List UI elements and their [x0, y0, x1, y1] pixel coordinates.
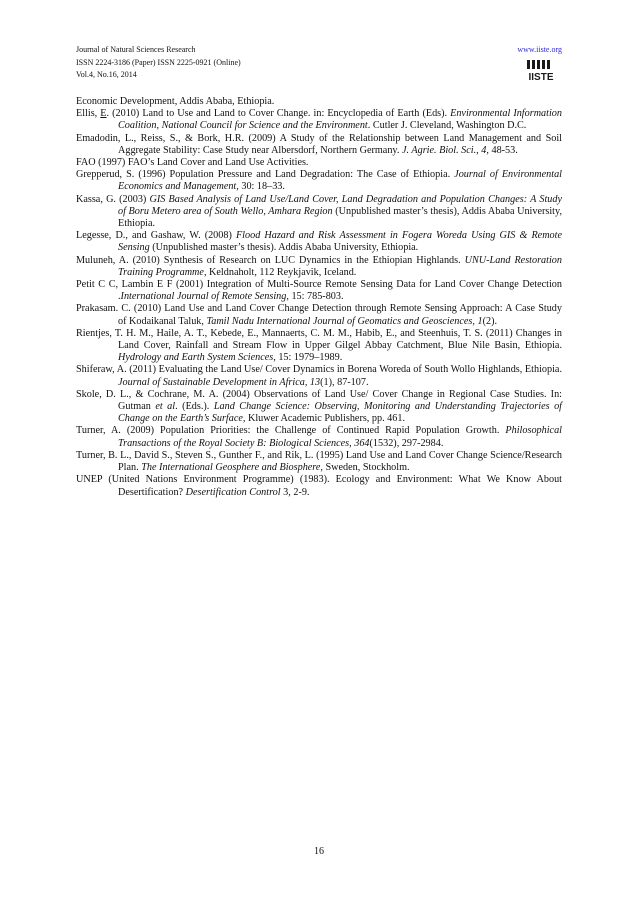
reference-text: (1), 87-107. [320, 376, 369, 388]
reference-text: , Sweden, Stockholm. [320, 462, 410, 474]
reference-text: Grepperud, S. (1996) Population Pressure and Land Degradation: The Case of Ethiopia. [76, 169, 455, 181]
reference-text: Kassa, G. (2003) [76, 193, 150, 205]
reference-text: (Unpublished master’s thesis). Addis Ababa University, Ethiopia. [149, 242, 419, 254]
page-number: 16 [314, 846, 324, 857]
reference-text: , 15: 785-803. [286, 291, 344, 303]
reference-italic-text: International Journal of Remote Sensing [120, 291, 287, 303]
reference-text: . (2010) Land to Use and Land to Cover Change. in: Encyclopedia of Earth (Eds). [106, 108, 451, 120]
reference-text: Legesse, D., and Gashaw, W. (2008) [76, 230, 236, 242]
reference-entry [76, 425, 562, 449]
reference-list [76, 96, 562, 499]
reference-entry [76, 450, 562, 474]
reference-italic-text: Flood Hazard and Risk Assessment in Fogera Woreda Using GIS & Remote Sensing [118, 230, 562, 254]
reference-entry [76, 230, 562, 254]
reference-text: Shiferaw, A. (2011) Evaluating the Land Use/ Cover Dynamics in Borena Woreda of South Wollo Highlands, Ethiopia. [76, 364, 562, 376]
reference-italic-text: Philosophical Transactions of the Royal Society B: Biological Sciences, 364 [118, 425, 562, 449]
reference-entry [76, 279, 562, 303]
logo-text: IISTE [528, 72, 554, 83]
reference-text: , 30: 18–33. [236, 181, 285, 193]
reference-text: Emadodin, L., Reiss, S., & Bork, H.R. (2009) A Study of the Relationship between Land Management and Soil Aggregate Stability: Case Study near Albersdorf, Northern Germany. [76, 132, 562, 156]
reference-italic-text: Tamil Nadu International Journal of Geomatics and Geosciences, 1 [206, 315, 483, 327]
reference-entry [76, 389, 562, 426]
reference-entry [76, 303, 562, 327]
journal-name: Journal of Natural Sciences Research [76, 45, 196, 54]
reference-text: E [100, 108, 107, 120]
reference-text: (1532), 297-2984. [369, 437, 444, 449]
reference-entry [76, 328, 562, 365]
reference-text: , Kluwer Academic Publishers, pp. 461. [242, 413, 406, 425]
reference-text: Skole, D. L., & Cochrane, M. A. (2004) Observations of Land Use/ Cover Change in Regional Case Studies. In: Gutman [76, 388, 562, 413]
reference-text: Prakasam. C. (2010) Land Use and Land Cover Change Detection through Remote Sensing Approach: A Case Study of Kodaikanal Taluk, [76, 303, 562, 327]
reference-italic-text: UNU-Land Restoration Training Programme [118, 254, 562, 278]
website-link[interactable]: www.iiste.org [517, 45, 562, 54]
reference-text: , Keldnaholt, 112 Reykjavik, Iceland. [203, 266, 357, 278]
reference-text: Turner, A. (2009) Population Priorities: the Challenge of Continued Rapid Population Growth. [76, 425, 506, 437]
journal-issn: ISSN 2224-3186 (Paper) ISSN 2225-0921 (Online) [76, 57, 241, 67]
reference-text: Ellis, [76, 108, 101, 120]
reference-italic-text: Environmental Information Coalition, National Council for Science and the Environment [118, 108, 562, 132]
journal-volume: Vol.4, No.16, 2014 [76, 70, 137, 79]
reference-entry [76, 157, 562, 169]
reference-italic-text: The International Geosphere and Biosphere [141, 462, 321, 474]
reference-entry [76, 96, 562, 108]
reference-text: , 48-53. [486, 144, 518, 156]
reference-text: (2). [482, 315, 498, 327]
reference-italic-text: Journal of Environmental Economics and Management [118, 169, 562, 193]
reference-italic-text: Journal of Sustainable Development in Africa, 13 [118, 376, 321, 388]
reference-text: UNEP (United Nations Environment Programme) (1983). Ecology and Environment: What We Know About Desertification? [76, 474, 562, 498]
iiste-logo [524, 59, 558, 83]
reference-italic-text: J. Agrie. Biol. Sci., 4 [401, 144, 487, 156]
reference-entry [76, 194, 562, 231]
reference-text: Economic Development, Addis Ababa, Ethiopia. [76, 96, 275, 107]
reference-text: . Cutler J. Cleveland, Washington D.C. [367, 120, 527, 132]
reference-entry [76, 255, 562, 279]
reference-italic-text: Land Change Science: Observing, Monitoring and Understanding Trajectories of Change on the Earth’s Surface [118, 401, 562, 425]
reference-text: . (Eds.). [175, 401, 214, 413]
reference-entry [76, 169, 562, 193]
reference-text: FAO (1997) FAO’s Land Cover and Land Use Activities. [76, 157, 309, 169]
reference-text: Petit C C, Lambin E F (2001) Integration of Multi-Source Remote Sensing Data for Land Cover Change Detection . [76, 279, 562, 303]
reference-entry [76, 474, 562, 498]
reference-text: Turner, B. L., David S., Steven S., Gunther F., and Rik, L. (1995) Land Use and Land Cover Change Science/Research Plan. [76, 449, 562, 474]
reference-text: , 15: 1979–1989. [273, 352, 343, 364]
reference-entry [76, 133, 562, 157]
reference-italic-text: Hydrology and Earth System Sciences [118, 352, 274, 364]
reference-italic-text: Desertification Control [185, 486, 281, 498]
reference-text: (Unpublished master’s thesis), Addis Ababa University, Ethiopia. [118, 205, 562, 230]
reference-entry [76, 108, 562, 132]
page-header [76, 44, 562, 90]
reference-entry [76, 364, 562, 388]
journal-meta [76, 44, 241, 82]
reference-italic-text: et al [155, 401, 176, 413]
reference-text: Muluneh, A. (2010) Synthesis of Research on LUC Dynamics in the Ethiopian Highlands. [76, 254, 465, 266]
reference-text: Rientjes, T. H. M., Haile, A. T., Kebede, E., Mannaerts, C. M. M., Habib, E., and Steenhuis, T. S. (2011) Changes in Land Cover, Rainfall and Stream Flow in Upper Gilgel Abbay Catchment, Blue Nile Basin, Ethiopia. [76, 327, 562, 352]
reference-text: 3, 2-9. [280, 486, 310, 498]
reference-italic-text: GIS Based Analysis of Land Use/Land Cover, Land Degradation and Population Changes: A Study of Boru Metero area of South Wello, Amhara Region [118, 193, 562, 217]
